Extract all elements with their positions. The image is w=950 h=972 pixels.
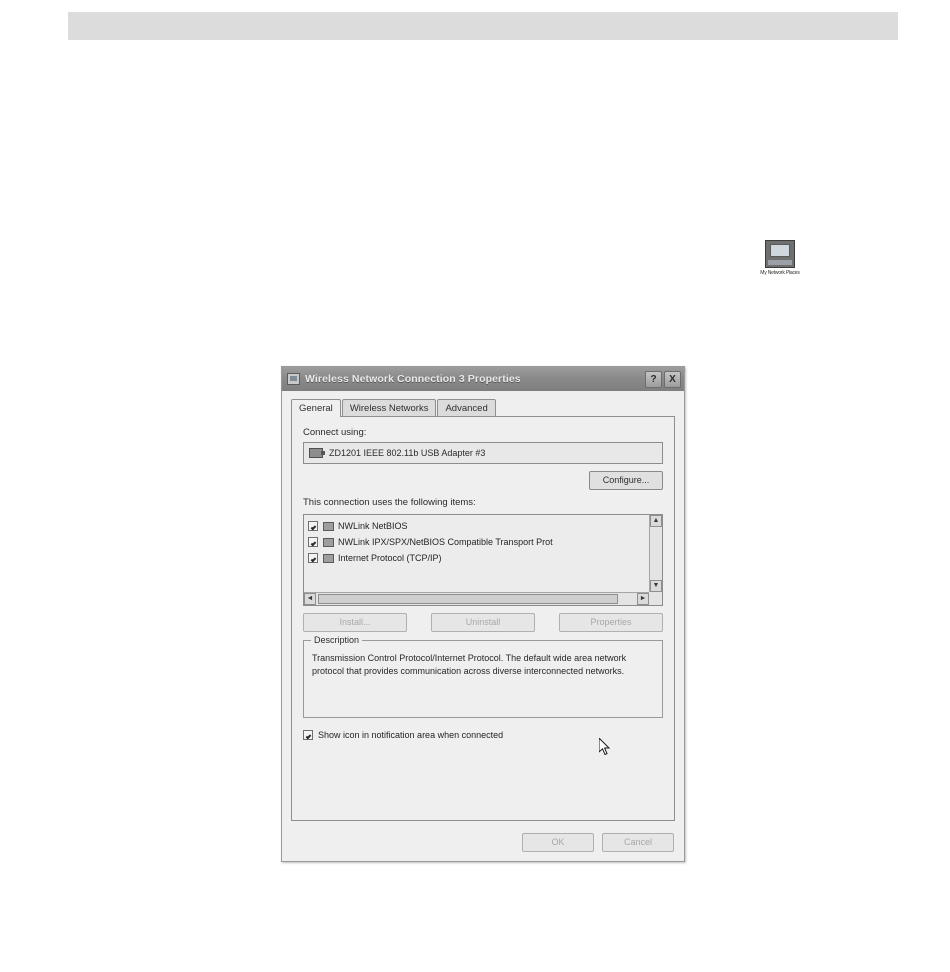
close-button[interactable]: X bbox=[664, 371, 681, 388]
uninstall-button[interactable]: Uninstall bbox=[431, 613, 535, 632]
checkbox-icon[interactable] bbox=[308, 521, 318, 531]
network-adapter-icon bbox=[287, 373, 300, 385]
description-group bbox=[303, 635, 663, 718]
desktop-icon-label: My Network Places bbox=[760, 270, 800, 276]
tab-advanced[interactable]: Advanced bbox=[437, 399, 495, 416]
ok-button[interactable]: OK bbox=[522, 833, 594, 852]
protocol-icon bbox=[323, 554, 334, 563]
page-header-band bbox=[68, 12, 898, 40]
list-item[interactable] bbox=[308, 534, 649, 550]
network-computer-icon bbox=[765, 240, 795, 268]
list-item-label: NWLink IPX/SPX/NetBIOS Compatible Transport Prot bbox=[338, 537, 553, 547]
protocol-icon bbox=[323, 522, 334, 531]
dialog-title: Wireless Network Connection 3 Properties bbox=[305, 373, 521, 385]
adapter-field bbox=[303, 442, 663, 464]
scroll-up-icon[interactable]: ▲ bbox=[650, 515, 662, 527]
dialog-titlebar[interactable] bbox=[282, 367, 684, 391]
nic-icon bbox=[309, 448, 323, 458]
list-item[interactable] bbox=[308, 518, 649, 534]
item-buttons-row bbox=[303, 613, 663, 632]
properties-button[interactable]: Properties bbox=[559, 613, 663, 632]
horizontal-scroll-thumb[interactable] bbox=[318, 594, 618, 604]
list-item-label: Internet Protocol (TCP/IP) bbox=[338, 553, 442, 563]
my-network-places-icon[interactable] bbox=[757, 240, 803, 292]
configure-row bbox=[303, 471, 663, 490]
components-list[interactable] bbox=[303, 514, 663, 606]
install-button[interactable]: Install... bbox=[303, 613, 407, 632]
scroll-right-icon[interactable]: ► bbox=[637, 593, 649, 605]
list-item[interactable] bbox=[308, 550, 649, 566]
scroll-down-icon[interactable]: ▼ bbox=[650, 580, 662, 592]
checkbox-icon[interactable] bbox=[303, 730, 313, 740]
list-item-label: NWLink NetBIOS bbox=[338, 521, 408, 531]
cancel-button[interactable]: Cancel bbox=[602, 833, 674, 852]
configure-button[interactable]: Configure... bbox=[589, 471, 663, 490]
description-text: Transmission Control Protocol/Internet Protocol. The default wide area network protocol that provides communication across diverse interconnected networks. bbox=[312, 653, 627, 676]
dialog-body bbox=[282, 391, 684, 830]
scroll-left-icon[interactable]: ◄ bbox=[304, 593, 316, 605]
protocol-icon bbox=[323, 538, 334, 547]
tab-general[interactable]: General bbox=[291, 399, 341, 417]
components-list-inner bbox=[304, 515, 649, 592]
wireless-network-properties-dialog bbox=[281, 366, 685, 862]
adapter-name: ZD1201 IEEE 802.11b USB Adapter #3 bbox=[329, 448, 486, 458]
general-tab-panel bbox=[291, 417, 675, 821]
items-label: This connection uses the following items: bbox=[303, 497, 476, 508]
connect-using-label: Connect using: bbox=[303, 427, 367, 438]
description-legend: Description bbox=[311, 635, 362, 645]
scrollbar-corner bbox=[649, 592, 662, 605]
show-icon-label: Show icon in notification area when connected bbox=[318, 730, 504, 740]
dialog-footer bbox=[514, 833, 674, 852]
checkbox-icon[interactable] bbox=[308, 553, 318, 563]
help-button[interactable]: ? bbox=[645, 371, 662, 388]
checkbox-icon[interactable] bbox=[308, 537, 318, 547]
tab-strip bbox=[291, 397, 675, 417]
mouse-cursor bbox=[599, 738, 611, 756]
tab-wireless-networks[interactable]: Wireless Networks bbox=[342, 399, 437, 416]
